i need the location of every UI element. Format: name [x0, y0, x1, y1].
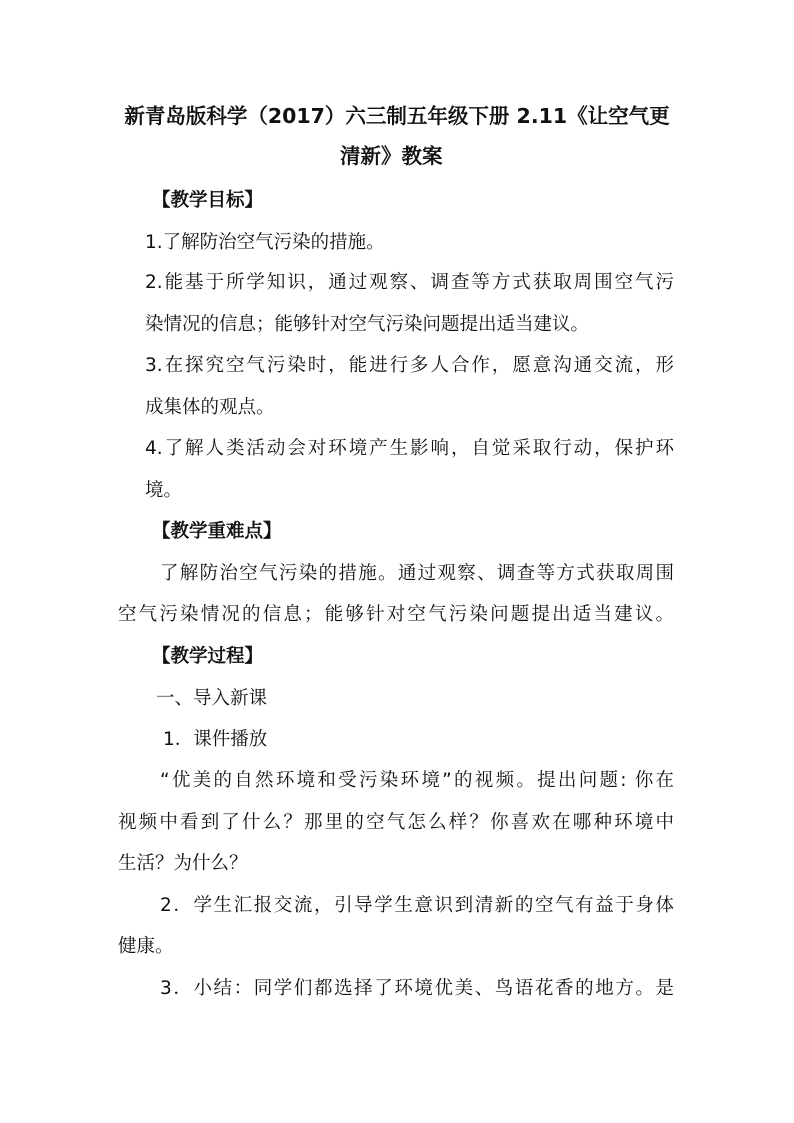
heading-teaching-process: 【教学过程】 — [152, 646, 264, 667]
step-2-line-1: 2．学生汇报交流，引导学生意识到清新的空气有益于身体 — [160, 895, 674, 916]
objective-4-line-2: 境。 — [145, 480, 183, 501]
heading-teaching-objectives: 【教学目标】 — [152, 190, 264, 211]
step-1-line-1: “优美的自然环境和受污染环境”的视频。提出问题: 你在 — [160, 770, 674, 791]
objective-2-line-1: 2.能基于所学知识，通过观察、调查等方式获取周围空气污 — [145, 272, 674, 293]
key-points-line-1: 了解防治空气污染的措施。通过观察、调查等方式获取周围 — [160, 563, 674, 584]
step-1-heading: 1．课件播放 — [163, 729, 268, 750]
objective-4-line-1: 4.了解人类活动会对环境产生影响，自觉采取行动，保护环 — [145, 438, 674, 459]
heading-key-points: 【教学重难点】 — [152, 521, 282, 542]
section-1-heading: 一、导入新课 — [156, 688, 268, 709]
step-2-line-2: 健康。 — [118, 936, 174, 957]
step-1-line-3: 生活？为什么？ — [118, 853, 248, 874]
document-title-line-2: 清新》教案 — [340, 144, 443, 168]
objective-2-line-2: 染情况的信息；能够针对空气污染问题提出适当建议。 — [145, 314, 590, 335]
objective-3-line-2: 成集体的观点。 — [145, 397, 275, 418]
key-points-line-2: 空气污染情况的信息；能够针对空气污染问题提出适当建议。 — [118, 604, 674, 625]
document-title-line-1: 新青岛版科学（2017）六三制五年级下册 2.11《让空气更 — [124, 104, 670, 128]
step-1-line-2: 视频中看到了什么？那里的空气怎么样？你喜欢在哪种环境中 — [118, 812, 674, 833]
objective-1: 1.了解防治空气污染的措施。 — [145, 232, 385, 253]
objective-3-line-1: 3.在探究空气污染时，能进行多人合作，愿意沟通交流，形 — [145, 355, 674, 376]
step-3-line-1: 3．小结：同学们都选择了环境优美、鸟语花香的地方。是 — [160, 978, 674, 999]
